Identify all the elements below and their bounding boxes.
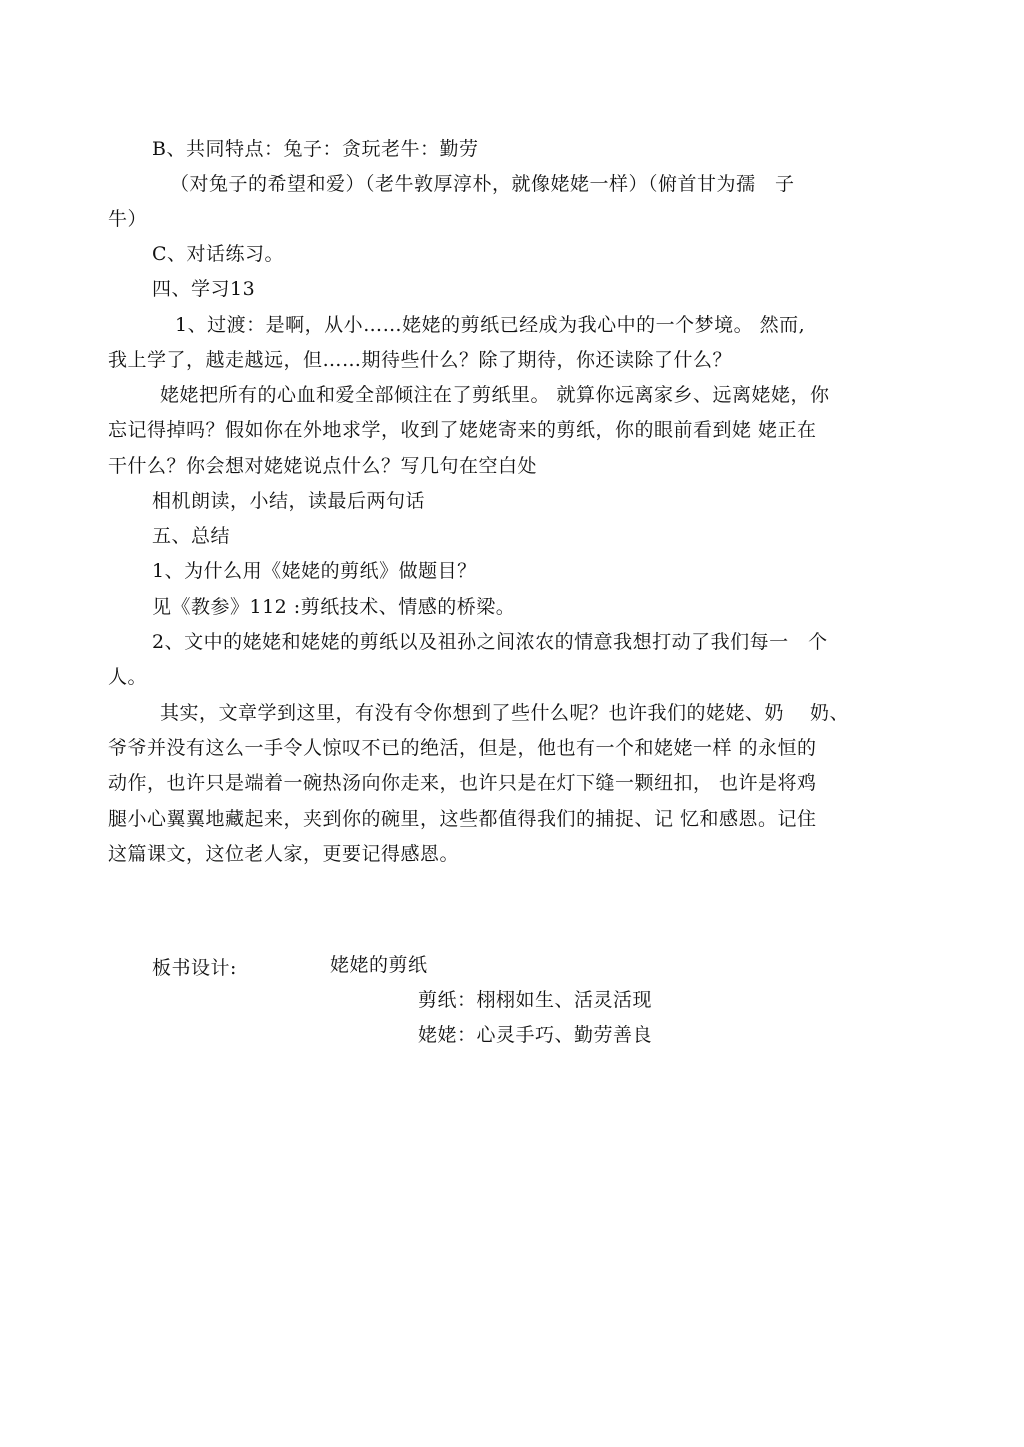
text-line: 见《教参》112 :剪纸技术、情感的桥梁。 <box>152 596 516 618</box>
text-line: 2、文中的姥姥和姥姥的剪纸以及祖孙之间浓农的情意我想打动了我们每一 个 <box>152 631 828 653</box>
text-line: 这篇课文，这位老人家，更要记得感恩。 <box>108 843 460 865</box>
text-line: 腿小心翼翼地藏起来，夹到你的碗里，这些都值得我们的捕捉、记 忆和感恩。记住 <box>108 808 817 830</box>
text-line: 其实，文章学到这里，有没有令你想到了些什么呢？也许我们的姥姥、奶 奶、 <box>160 702 850 724</box>
section-heading: 五、总结 <box>152 525 231 547</box>
text-line: （对兔子的希望和爱）（老牛敦厚淳朴，就像姥姥一样）（俯首甘为孺 子 <box>170 173 795 195</box>
text-line: 我上学了，越走越远，但……期待些什么？除了期待，你还读除了什么？ <box>108 349 733 371</box>
board-design-title: 姥姥的剪纸 <box>330 954 428 976</box>
text-line: 1、为什么用《姥姥的剪纸》做题目？ <box>152 560 477 582</box>
board-design-item: 姥姥：心灵手巧、勤劳善良 <box>418 1024 653 1046</box>
board-design-label: 板书设计: <box>152 957 237 979</box>
text-line: 相机朗读，小结，读最后两句话 <box>152 490 426 512</box>
text-line: 忘记得掉吗？假如你在外地求学，收到了姥姥寄来的剪纸，你的眼前看到姥 姥正在 <box>108 419 817 441</box>
text-line: C、对话练习。 <box>152 243 285 265</box>
text-line: B、共同特点：兔子：贪玩老牛：勤劳 <box>152 138 479 160</box>
text-line: 牛） <box>108 208 148 230</box>
section-heading: 四、学习13 <box>152 278 256 300</box>
text-line: 姥姥把所有的心血和爱全部倾注在了剪纸里。 就算你远离家乡、远离姥姥，你 <box>160 384 830 406</box>
text-line: 干什么？你会想对姥姥说点什么？写几句在空白处 <box>108 455 538 477</box>
text-line: 动作，也许只是端着一碗热汤向你走来，也许只是在灯下缝一颗纽扣， 也许是将鸡 <box>108 772 817 794</box>
text-line: 1、过渡：是啊，从小……姥姥的剪纸已经成为我心中的一个梦境。 然而, <box>175 314 806 336</box>
board-design-item: 剪纸：栩栩如生、活灵活现 <box>418 989 653 1011</box>
text-line: 爷爷并没有这么一手令人惊叹不已的绝活，但是，他也有一个和姥姥一样 的永恒的 <box>108 737 817 759</box>
text-line: 人。 <box>108 666 148 688</box>
